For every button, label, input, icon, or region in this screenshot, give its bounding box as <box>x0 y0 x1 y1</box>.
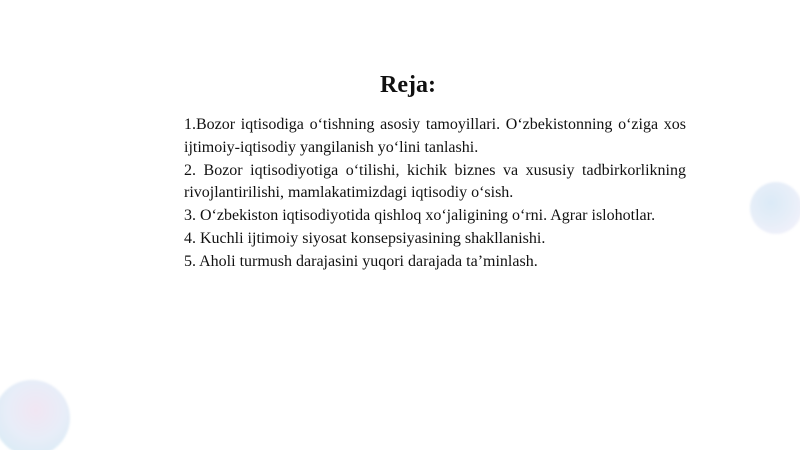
plan-item-5: 5. Aholi turmush darajasini yuqori darajada ta’minlash. <box>184 252 538 270</box>
plan-item-2: 2. Bozor iqtisodiyotiga o‘tilishi, kichik biznes va xususiy tadbirkorlikning rivojlantirilishi, mamlakatimizdagi iqtisodiy o‘sish. <box>184 161 686 202</box>
slide-title: Reja: <box>380 72 436 98</box>
plan-item-3: 3. O‘zbekiston iqtisodiyotida qishloq xo‘jaligining o‘rni. Agrar islohotlar. <box>184 207 656 225</box>
plan-item-1: 1.Bozor iqtisodiga o‘tishning asosiy tamoyillari. O‘zbekistonning o‘ziga xos ijtimoiy-iqtisodiy yangilanish yo‘lini tanlashi. <box>184 116 686 156</box>
decorative-orb-right <box>750 182 800 234</box>
decorative-orb-left <box>0 380 70 450</box>
plan-item-4: 4. Kuchli ijtimoiy siyosat konsepsiyasining shakllanishi. <box>184 229 546 247</box>
plan-list <box>184 114 686 274</box>
